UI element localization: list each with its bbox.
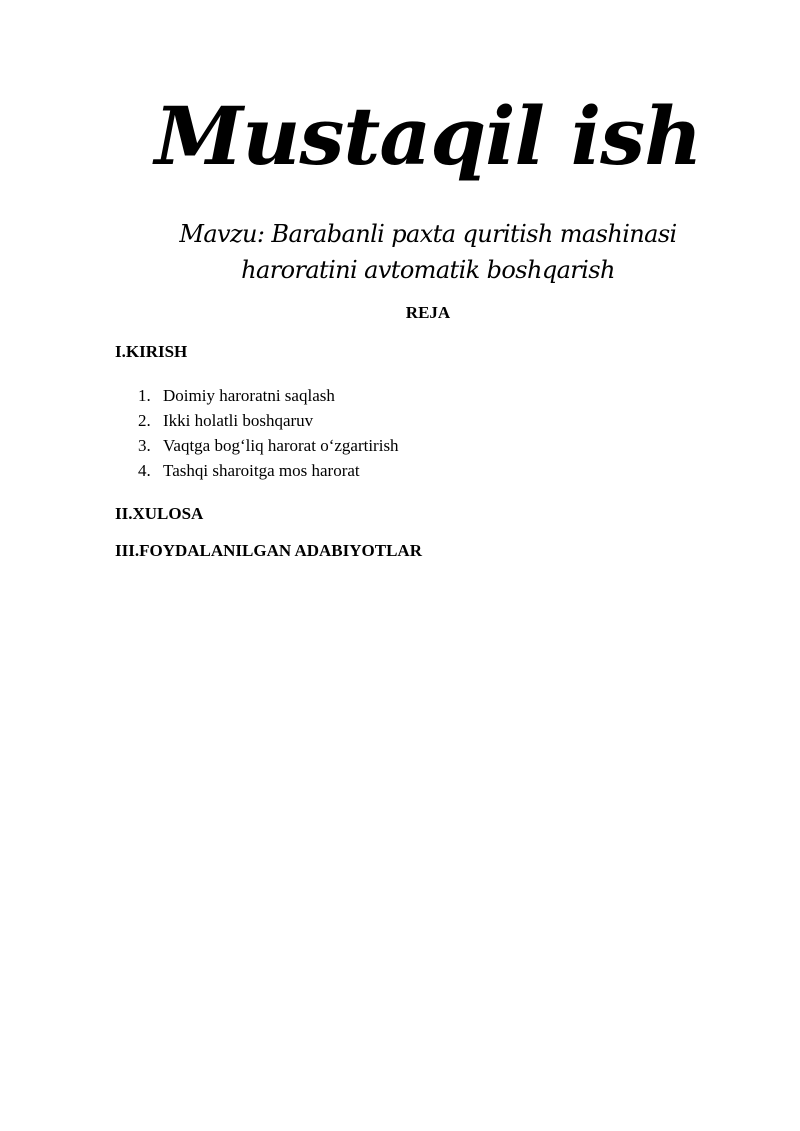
section-references-heading: III.FOYDALANILGAN ADABIYOTLAR [115, 541, 422, 560]
list-item-number: 2. [138, 411, 151, 430]
document-subtitle: Mavzu: Barabanli paxta quritish mashinasi haroratini avtomatik boshqarish [179, 220, 677, 284]
section-conclusion-heading: II.XULOSA [115, 504, 204, 523]
document-title: Mustaqil ish [154, 89, 702, 183]
list-item-text: Doimiy haroratni saqlash [163, 386, 335, 405]
list-item-text: Ikki holatli boshqaruv [163, 411, 314, 430]
section-intro-heading: I.KIRISH [115, 342, 188, 361]
list-item-text: Vaqtga bog‘liq harorat o‘zgartirish [163, 436, 399, 455]
list-item-number: 3. [138, 436, 151, 455]
list-item-number: 1. [138, 386, 151, 405]
list-item-text: Tashqi sharoitga mos harorat [163, 461, 360, 480]
list-item-number: 4. [138, 461, 151, 480]
plan-heading: REJA [405, 303, 451, 322]
